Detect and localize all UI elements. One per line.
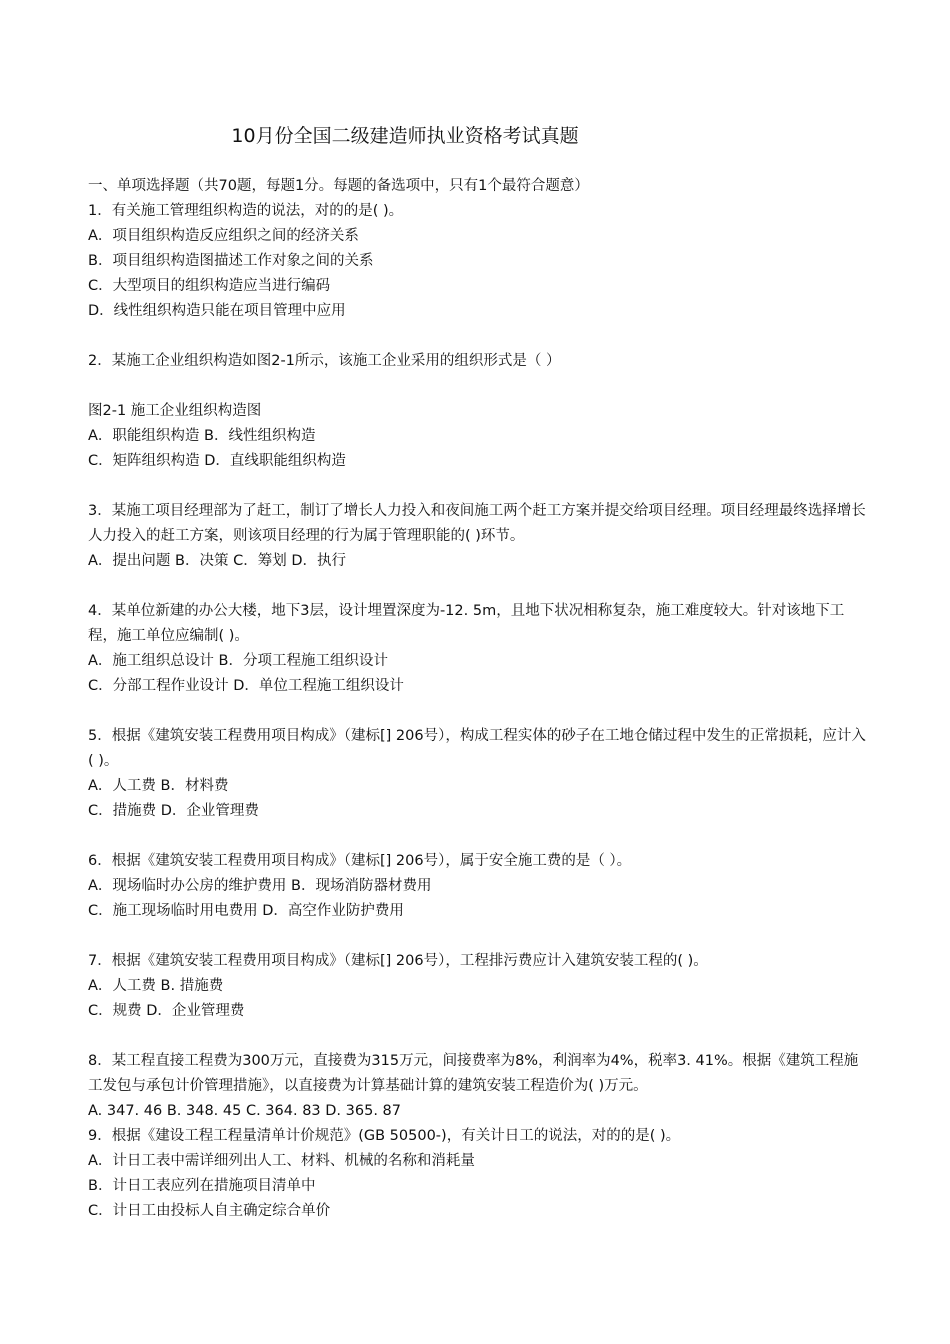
question-8 — [88, 1049, 868, 1124]
option: C．规费 D．企业管理费 — [88, 1003, 245, 1019]
question-stem: 7．根据《建筑安装工程费用项目构成》（建标[] 206号），工程排污费应计入建筑安装工程的( )。 — [88, 953, 708, 969]
option: C．分部工程作业设计 D．单位工程施工组织设计 — [88, 678, 404, 694]
page-title: 10月份全国二级建造师执业资格考试真题 — [231, 125, 579, 147]
spacer — [88, 699, 868, 724]
question-stem: 4．某单位新建的办公大楼，地下3层，设计埋置深度为-12. 5m，且地下状况相称复杂，施工难度较大。针对该地下工程，施工单位应编制( )。 — [88, 603, 845, 644]
question-4 — [88, 599, 868, 699]
question-6 — [88, 849, 868, 924]
option: B．计日工表应列在措施项目清单中 — [88, 1178, 316, 1194]
figure-caption: 图2-1 施工企业组织构造图 — [88, 403, 262, 419]
option: D．线性组织构造只能在项目管理中应用 — [88, 303, 346, 319]
spacer — [88, 474, 868, 499]
question-2 — [88, 349, 868, 474]
option: A．项目组织构造反应组织之间的经济关系 — [88, 228, 359, 244]
option: A．提出问题 B．决策 C．筹划 D．执行 — [88, 553, 346, 569]
option: A．人工费 B．材料费 — [88, 778, 229, 794]
option: C．大型项目的组织构造应当进行编码 — [88, 278, 331, 294]
question-7 — [88, 949, 868, 1024]
option: A．施工组织总设计 B．分项工程施工组织设计 — [88, 653, 388, 669]
option: B．项目组织构造图描述工作对象之间的关系 — [88, 253, 374, 269]
section-heading: 一、单项选择题（共70题，每题1分。每题的备选项中，只有1个最符合题意） — [88, 178, 589, 194]
option: A．人工费 B. 措施费 — [88, 978, 224, 994]
spacer — [88, 824, 868, 849]
question-stem: 1．有关施工管理组织构造的说法，对的的是( )。 — [88, 203, 404, 219]
question-stem: 5．根据《建筑安装工程费用项目构成》（建标[] 206号），构成工程实体的砂子在工地仓储过程中发生的正常损耗，应计入( )。 — [88, 728, 866, 769]
option: A．计日工表中需详细列出人工、材料、机械的名称和消耗量 — [88, 1153, 475, 1169]
question-stem: 2．某施工企业组织构造如图2-1所示，该施工企业采用的组织形式是（ ） — [88, 353, 561, 369]
question-9 — [88, 1124, 868, 1224]
option: C．措施费 D．企业管理费 — [88, 803, 259, 819]
option: A. 347. 46 B. 348. 45 C. 364. 83 D. 365. 87 — [88, 1103, 401, 1119]
exam-content — [88, 174, 868, 1224]
question-3 — [88, 499, 868, 574]
question-5 — [88, 724, 868, 824]
option: A．职能组织构造 B．线性组织构造 — [88, 428, 316, 444]
spacer — [88, 374, 868, 399]
question-stem: 8．某工程直接工程费为300万元，直接费为315万元，间接费率为8%，利润率为4%，税率3. 41%。根据《建筑工程施工发包与承包计价管理措施》，以直接费为计算基础计算的建筑安装工程造价为( )万元。 — [88, 1053, 859, 1094]
spacer — [88, 324, 868, 349]
spacer — [88, 574, 868, 599]
option: C．计日工由投标人自主确定综合单价 — [88, 1203, 331, 1219]
spacer — [88, 924, 868, 949]
option: C．施工现场临时用电费用 D．高空作业防护费用 — [88, 903, 404, 919]
option: C．矩阵组织构造 D．直线职能组织构造 — [88, 453, 346, 469]
question-stem: 6．根据《建筑安装工程费用项目构成》（建标[] 206号），属于安全施工费的是（ ）。 — [88, 853, 632, 869]
option: A．现场临时办公房的维护费用 B．现场消防器材费用 — [88, 878, 432, 894]
question-1 — [88, 199, 868, 324]
question-stem: 9．根据《建设工程工程量清单计价规范》(GB 50500-)，有关计日工的说法，对的的是( )。 — [88, 1128, 681, 1144]
question-stem: 3．某施工项目经理部为了赶工，制订了增长人力投入和夜间施工两个赶工方案并提交给项目经理。项目经理最终选择增长人力投入的赶工方案，则该项目经理的行为属于管理职能的( )环节。 — [88, 503, 866, 544]
spacer — [88, 1024, 868, 1049]
